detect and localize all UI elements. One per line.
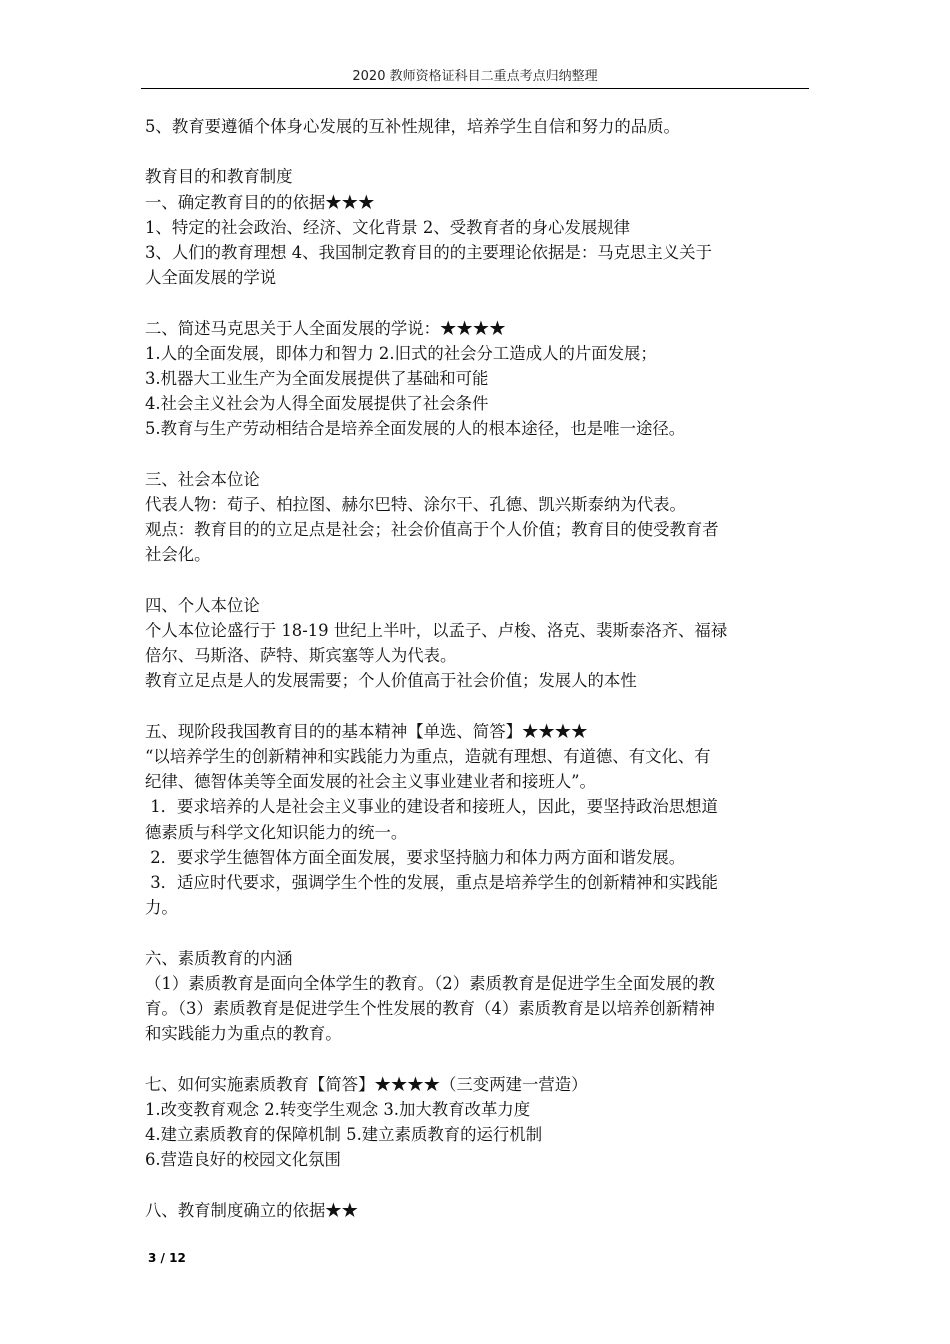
paragraph-gap — [145, 290, 809, 315]
text-line: 和实践能力为重点的教育。 — [145, 1024, 342, 1044]
text-line: 3、人们的教育理想 4、我国制定教育目的的主要理论依据是：马克思主义关于 — [145, 243, 712, 262]
text-line: 1.改变教育观念 2.转变学生观念 3.加大教育改革力度 — [145, 1099, 531, 1119]
text-line: 力。 — [145, 898, 178, 918]
text-line: 个人本位论盛行于 18-19 世纪上半叶，以孟子、卢梭、洛克、裴斯泰洛齐、福禄 — [145, 621, 728, 640]
paragraph-gap — [145, 694, 809, 719]
text-line: 教育立足点是人的发展需要；个人价值高于社会价值；发展人的本性 — [145, 671, 637, 691]
paragraph-gap — [145, 1172, 809, 1197]
text-line: 代表人物：荀子、柏拉图、赫尔巴特、涂尔干、孔德、凯兴斯泰纳为代表。 — [145, 495, 686, 514]
paragraph-gap — [145, 568, 809, 593]
text-line: 1．要求培养的人是社会主义事业的建设者和接班人，因此，要坚持政治思想道 — [145, 797, 718, 817]
page-number: 3 / 12 — [148, 1251, 186, 1265]
text-line: 育。（3）素质教育是促进学生个性发展的教育（4）素质教育是以培养创新精神 — [145, 999, 715, 1019]
text-line: 教育目的和教育制度 — [145, 167, 293, 187]
paragraph-gap — [145, 1046, 809, 1071]
header-divider — [141, 88, 809, 89]
text-line: 1、特定的社会政治、经济、文化背景 2、受教育者的身心发展规律 — [145, 217, 631, 237]
text-line: 4.建立素质教育的保障机制 5.建立素质教育的运行机制 — [145, 1125, 543, 1145]
text-line: 六、素质教育的内涵 — [145, 948, 293, 968]
text-line: 5.教育与生产劳动相结合是培养全面发展的人的根本途径，也是唯一途径。 — [145, 419, 686, 439]
text-line: （1）素质教育是面向全体学生的教育。（2）素质教育是促进学生全面发展的教 — [145, 973, 715, 993]
text-line: 纪律、德智体美等全面发展的社会主义事业建业者和接班人”。 — [145, 772, 596, 792]
text-line: 二、简述马克思关于人全面发展的学说：★★★★ — [145, 318, 506, 338]
paragraph-gap — [145, 139, 809, 164]
text-line: 德素质与科学文化知识能力的统一。 — [145, 822, 408, 842]
paragraph-gap — [145, 442, 809, 467]
page-header-title: 2020 教师资格证科目二重点考点归纳整理 — [352, 69, 598, 84]
text-line: 3.机器大工业生产为全面发展提供了基础和可能 — [145, 369, 489, 388]
text-line: 七、如何实施素质教育【简答】★★★★（三变两建一营造） — [145, 1074, 588, 1094]
document-body — [145, 114, 809, 1223]
text-line: 四、个人本位论 — [145, 595, 260, 615]
text-line: 三、社会本位论 — [145, 469, 260, 489]
text-line: 八、教育制度确立的依据★★ — [145, 1200, 359, 1220]
text-line: 五、现阶段我国教育目的的基本精神【单选、简答】★★★★ — [145, 721, 588, 741]
text-line: “以培养学生的创新精神和实践能力为重点，造就有理想、有道德、有文化、有 — [145, 747, 711, 766]
text-line: 倍尔、马斯洛、萨特、斯宾塞等人为代表。 — [145, 646, 457, 666]
text-line: 一、确定教育目的的依据★★★ — [145, 192, 375, 212]
text-line: 6.营造良好的校园文化氛围 — [145, 1150, 341, 1170]
text-line: 5、教育要遵循个体身心发展的互补性规律，培养学生自信和努力的品质。 — [145, 117, 680, 136]
text-line: 1.人的全面发展，即体力和智力 2.旧式的社会分工造成人的片面发展； — [145, 343, 657, 363]
text-line: 社会化。 — [145, 545, 211, 565]
text-line: 2．要求学生德智体方面全面发展，要求坚持脑力和体力两方面和谐发展。 — [145, 847, 686, 867]
text-line: 人全面发展的学说 — [145, 268, 277, 288]
text-line: 观点：教育目的的立足点是社会；社会价值高于个人价值；教育目的使受教育者 — [145, 520, 719, 540]
paragraph-gap — [145, 920, 809, 945]
text-line: 4.社会主义社会为人得全面发展提供了社会条件 — [145, 394, 489, 414]
text-line: 3．适应时代要求，强调学生个性的发展，重点是培养学生的创新精神和实践能 — [145, 873, 718, 893]
